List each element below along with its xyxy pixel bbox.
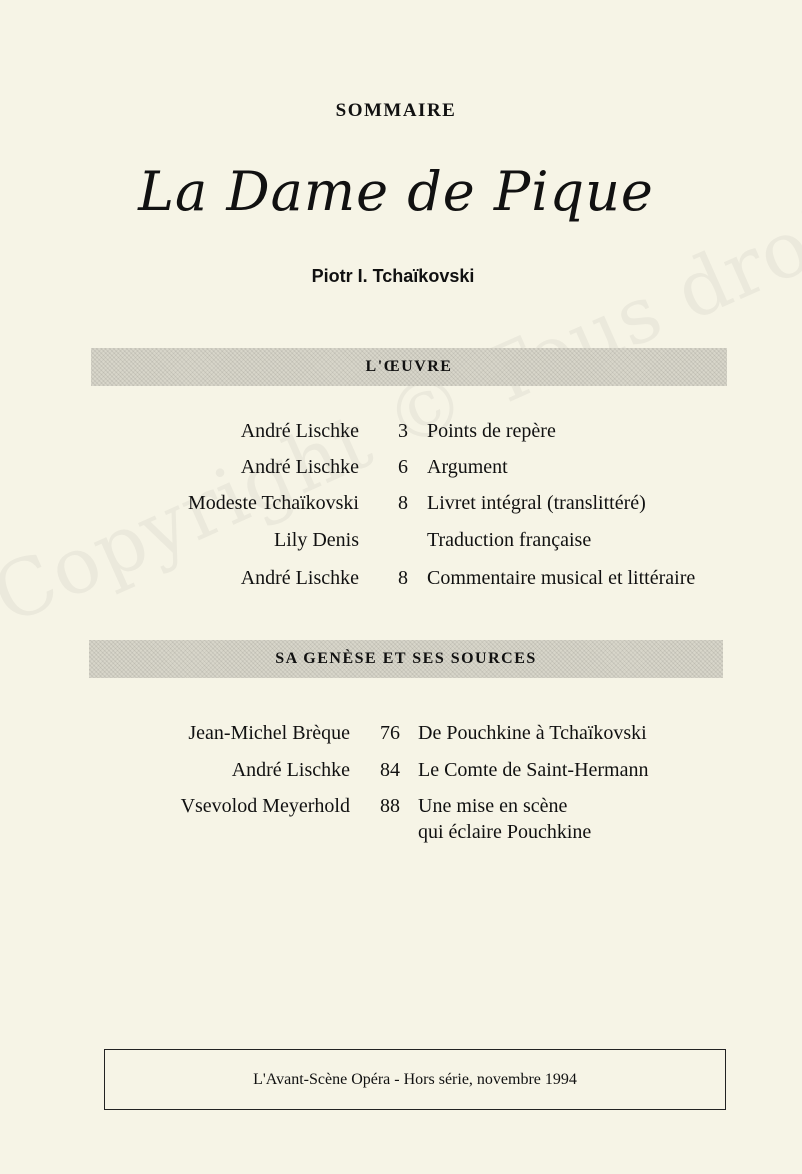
toc-entry [0,719,802,747]
toc-topic: Une mise en scène [418,795,568,817]
toc-entry [0,792,802,848]
composer-name: Piotr I. Tchaïkovski [311,266,475,286]
toc-topic: Points de repère [427,420,556,442]
toc-entry [0,564,802,592]
toc-page-number: 8 [398,567,408,589]
toc-topic: Traduction française [427,529,592,551]
toc-topic: De Pouchkine à Tchaïkovski [418,722,647,744]
toc-topic-continuation: qui éclaire Pouchkine [418,821,592,843]
section-heading-genese: SA GENÈSE ET SES SOURCES [89,640,723,678]
publication-footer: L'Avant-Scène Opéra - Hors série, novembre 1994 [104,1049,726,1110]
toc-author: Lily Denis [274,529,359,551]
toc-entry [0,417,802,445]
toc-page-number: 3 [398,420,408,442]
toc-entry [0,489,802,517]
section-heading-oeuvre: L'ŒUVRE [91,348,727,386]
toc-entry [0,756,802,784]
toc-author: Jean-Michel Brèque [188,722,350,744]
toc-page-number: 88 [380,795,400,817]
toc-author: André Lischke [240,420,359,442]
toc-topic: Argument [427,456,508,478]
toc-page-number: 6 [398,456,408,478]
toc-topic: Livret intégral (translittéré) [427,492,646,514]
page-title: La Dame de Pique [138,160,654,223]
toc-author: Modeste Tchaïkovski [188,492,359,514]
toc-page-number: 8 [398,492,408,514]
toc-page-number: 84 [380,759,400,781]
toc-topic: Commentaire musical et littéraire [427,567,696,589]
sommaire-label: SOMMAIRE [335,100,457,121]
toc-entry [0,453,802,481]
toc-author: André Lischke [240,567,359,589]
toc-author: Vsevolod Meyerhold [180,795,350,817]
toc-author: André Lischke [240,456,359,478]
toc-topic: Le Comte de Saint-Hermann [418,759,649,781]
toc-page-number: 76 [380,722,400,744]
toc-entry [0,526,802,554]
toc-author: André Lischke [231,759,350,781]
